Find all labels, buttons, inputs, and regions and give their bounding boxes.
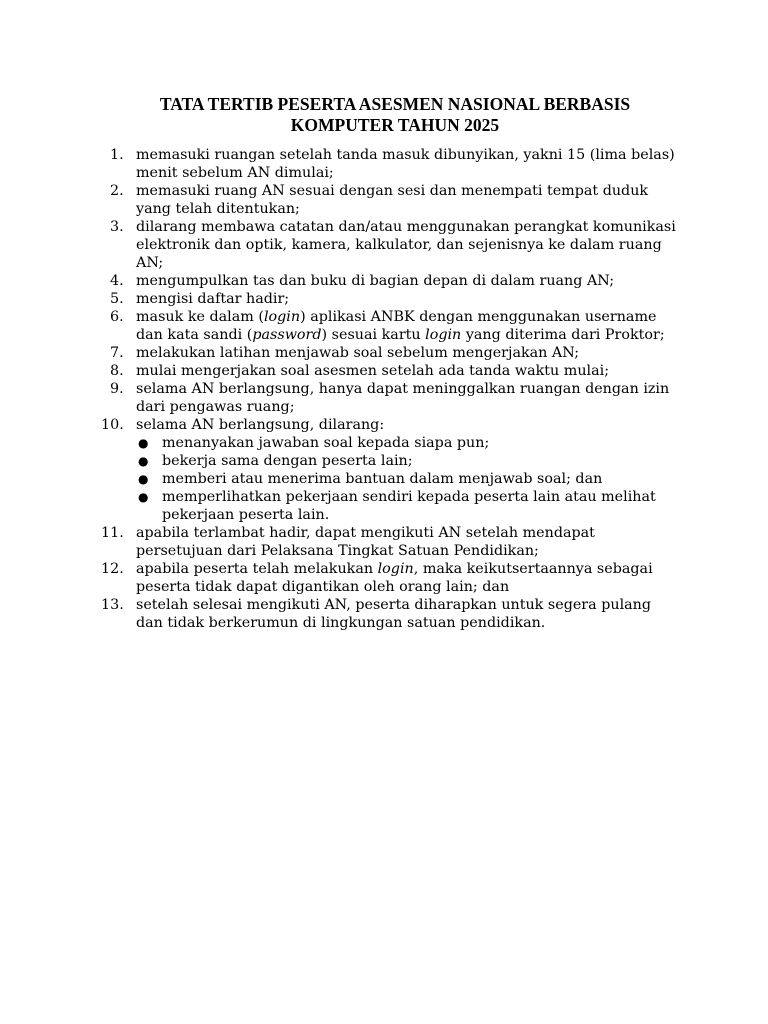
rule-number: 10. xyxy=(101,417,124,433)
rule-item xyxy=(104,272,682,290)
rule-number: 3. xyxy=(110,219,124,235)
prohibited-text: memperlihatkan pekerjaan sendiri kepada peserta lain atau melihat pekerjaan peserta lain. xyxy=(162,489,656,523)
prohibited-item xyxy=(136,488,682,524)
title-line-1: TATA TERTIB PESERTA ASESMEN NASIONAL BERBASIS xyxy=(159,94,631,114)
rule-item xyxy=(104,362,682,380)
rule-item xyxy=(104,380,682,416)
rule-text: memasuki ruangan setelah tanda masuk dibunyikan, yakni 15 (lima belas) menit sebelum AN dimulai; xyxy=(136,147,675,181)
prohibited-item xyxy=(136,470,682,488)
rule-number: 9. xyxy=(110,381,124,397)
rule-item xyxy=(104,218,682,272)
rule-number: 4. xyxy=(110,273,124,289)
bullet-icon: ● xyxy=(138,454,149,468)
rule-number: 5. xyxy=(110,291,124,307)
rule-text: memasuki ruang AN sesuai dengan sesi dan menempati tempat duduk yang telah ditentukan; xyxy=(136,183,649,217)
bullet-icon: ● xyxy=(138,472,149,486)
rule-number: 6. xyxy=(110,309,124,325)
rule-text-part: , maka keikutsertaannya sebagai peserta tidak dapat digantikan oleh orang lain; dan xyxy=(136,561,653,595)
rule-text-part: yang diterima dari Proktor; xyxy=(461,327,665,343)
rule-text: selama AN berlangsung, hanya dapat meninggalkan ruangan dengan izin dari pengawas ruang; xyxy=(136,381,670,415)
rule-item xyxy=(101,596,682,632)
rule-item xyxy=(104,182,682,218)
bullet-icon: ● xyxy=(138,490,149,504)
document-title xyxy=(104,94,682,136)
rule-item xyxy=(101,524,682,560)
title-line-2: KOMPUTER TAHUN 2025 xyxy=(290,115,500,135)
rule-number: 7. xyxy=(110,345,124,361)
rule-text-emphasis: password xyxy=(252,327,322,343)
prohibited-text: bekerja sama dengan peserta lain; xyxy=(162,453,413,469)
prohibited-item xyxy=(136,452,682,470)
rule-number: 2. xyxy=(110,183,124,199)
rule-item xyxy=(104,146,682,182)
prohibited-text: memberi atau menerima bantuan dalam menjawab soal; dan xyxy=(162,471,603,487)
rule-number: 12. xyxy=(101,561,124,577)
rule-text-part: apabila peserta telah melakukan xyxy=(136,561,378,577)
rule-text: mengumpulkan tas dan buku di bagian depan di dalam ruang AN; xyxy=(136,273,615,289)
rule-text-emphasis: login xyxy=(263,309,301,325)
prohibited-item xyxy=(136,434,682,452)
rule-item xyxy=(104,344,682,362)
rule-text: dilarang membawa catatan dan/atau menggunakan perangkat komunikasi elektronik dan optik, kamera, kalkulator, dan sejenisnya ke dalam ruang AN; xyxy=(136,219,676,271)
rule-text: mengisi daftar hadir; xyxy=(136,291,290,307)
rule-number: 8. xyxy=(110,363,124,379)
bullet-icon: ● xyxy=(138,436,149,450)
rule-text-part: ) aplikasi ANBK dengan menggunakan username dan kata sandi ( xyxy=(136,309,657,343)
rule-text-emphasis: login xyxy=(377,561,414,577)
rule-number: 1. xyxy=(110,147,124,163)
rule-text-emphasis: login xyxy=(425,327,462,343)
rules-list xyxy=(101,146,682,632)
rule-item xyxy=(104,308,682,344)
rule-text: setelah selesai mengikuti AN, peserta diharapkan untuk segera pulang dan tidak berkerumun di lingkungan satuan pendidikan. xyxy=(136,597,652,631)
prohibited-text: menanyakan jawaban soal kepada siapa pun; xyxy=(162,435,490,451)
rule-item xyxy=(104,290,682,308)
rule-text: selama AN berlangsung, dilarang: xyxy=(136,417,385,433)
rule-text-part: masuk ke dalam ( xyxy=(136,309,264,325)
rule-number: 13. xyxy=(101,597,124,613)
rule-number: 11. xyxy=(101,525,124,541)
rule-text-part: ) sesuai kartu xyxy=(321,327,426,343)
rule-text xyxy=(136,561,653,595)
rule-text: melakukan latihan menjawab soal sebelum mengerjakan AN; xyxy=(136,345,580,361)
prohibited-list xyxy=(136,434,682,524)
rule-text: mulai mengerjakan soal asesmen setelah ada tanda waktu mulai; xyxy=(136,363,610,379)
rule-text xyxy=(136,309,665,343)
rule-item xyxy=(101,416,682,524)
rule-text: apabila terlambat hadir, dapat mengikuti AN setelah mendapat persetujuan dari Pelaksana Tingkat Satuan Pendidikan; xyxy=(136,525,595,559)
rule-item xyxy=(101,560,682,596)
